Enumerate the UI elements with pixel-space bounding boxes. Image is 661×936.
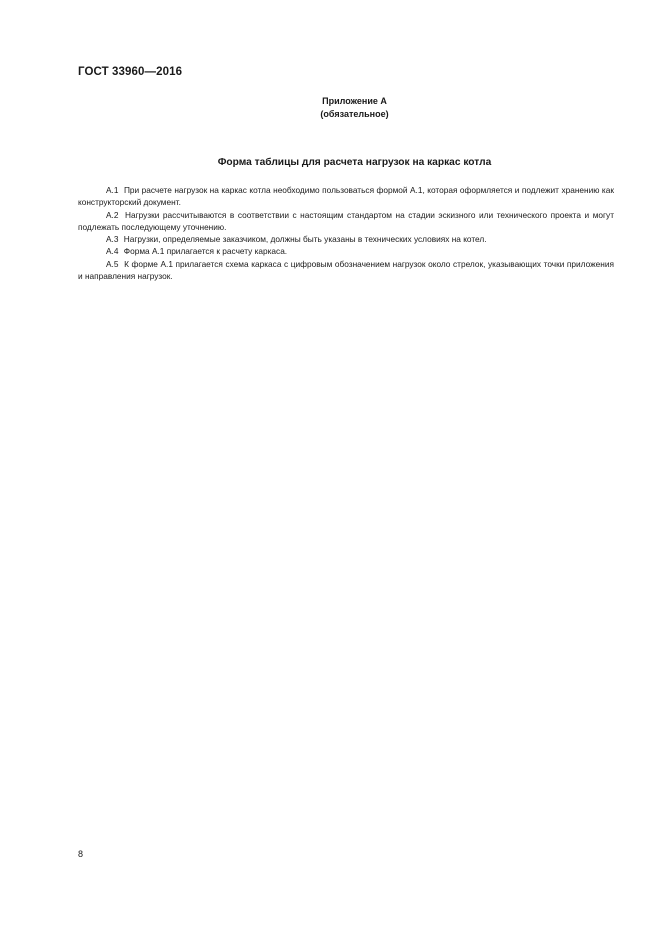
paragraph-number: А.5 <box>106 258 119 269</box>
paragraph-text: При расчете нагрузок на каркас котла необходимо пользоваться формой А.1, которая оформляется и подлежит хранению как конструкторский документ. <box>78 185 614 208</box>
paragraph-number: А.4 <box>106 246 119 257</box>
paragraph-number: А.1 <box>106 185 119 195</box>
paragraph-text: К форме А.1 прилагается схема каркаса с цифровым обозначением нагрузок около стрелок, указывающих точки приложения и направления нагрузок. <box>78 258 615 282</box>
paragraph-number: А.2 <box>106 209 119 220</box>
appendix-status: (обязательное) <box>320 109 389 119</box>
paragraph-a4 <box>78 245 614 257</box>
section-title: Форма таблицы для расчета нагрузок на каркас котла <box>217 157 492 168</box>
paragraph-a1 <box>78 184 614 209</box>
page-number: 8 <box>78 849 84 859</box>
paragraph-text: Нагрузки рассчитываются в соответствии с настоящим стандартом на стадии эскизного или технического проекта и могут подлежать последующему уточнению. <box>78 209 614 232</box>
paragraph-a3 <box>78 233 614 245</box>
paragraph-a2 <box>78 209 614 234</box>
document-code: ГОСТ 33960—2016 <box>78 66 183 78</box>
paragraph-a5 <box>78 258 614 283</box>
appendix-title: Приложение А <box>322 96 387 106</box>
paragraph-number: А.3 <box>106 234 119 245</box>
paragraph-text: Форма А.1 прилагается к расчету каркаса. <box>123 246 288 257</box>
body-text <box>78 184 614 282</box>
paragraph-text: Нагрузки, определяемые заказчиком, должны быть указаны в технических условиях на котел. <box>123 234 487 245</box>
